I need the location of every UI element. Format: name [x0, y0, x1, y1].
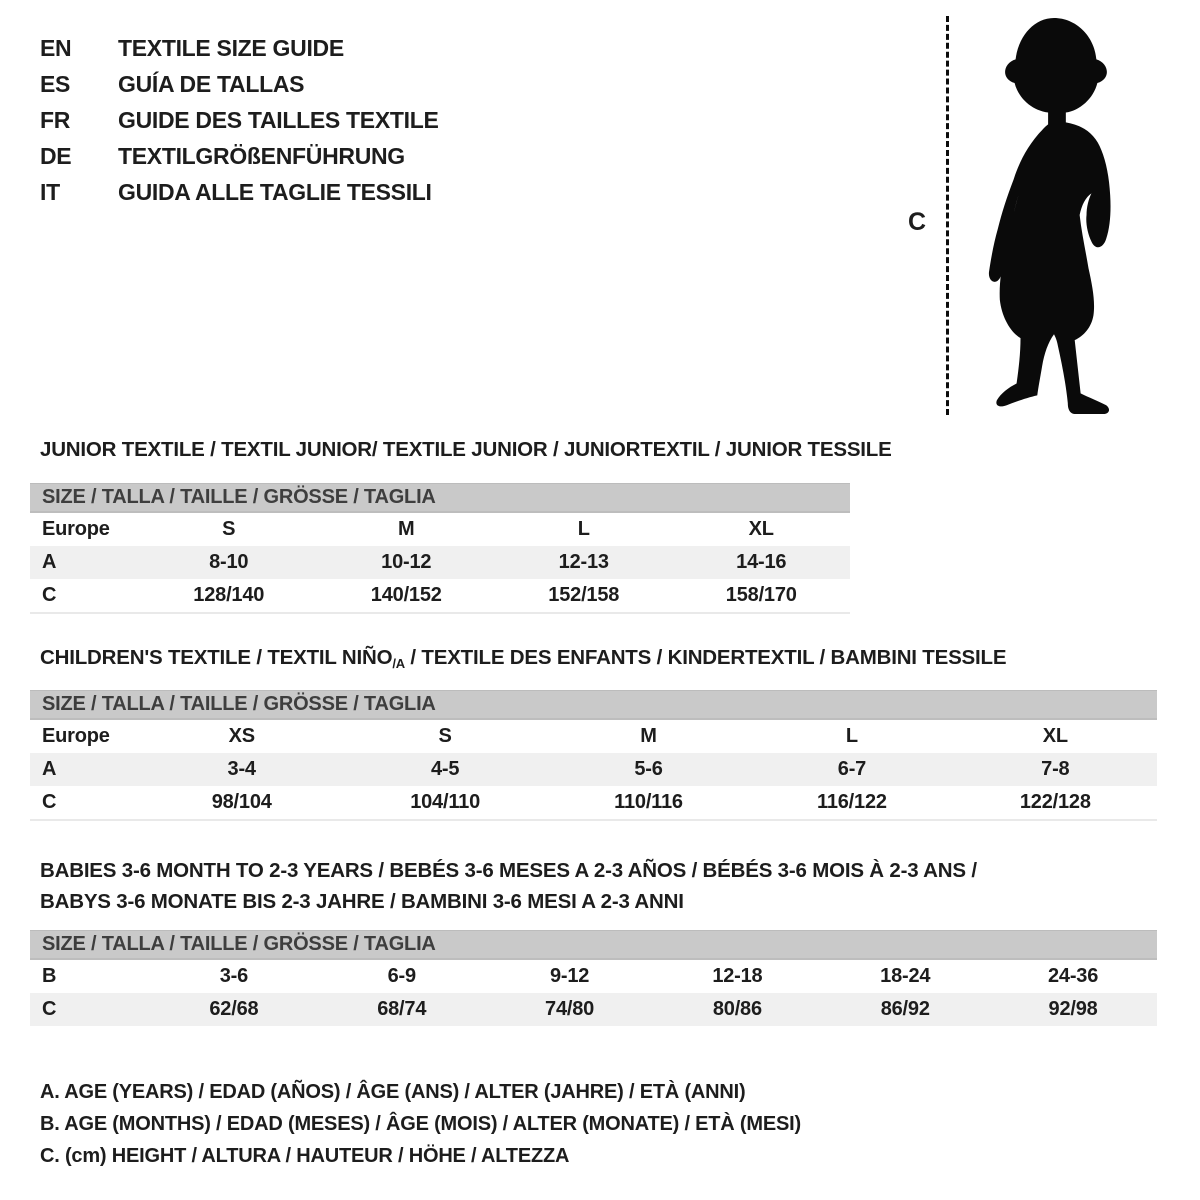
table-row-height-cm [30, 993, 1157, 1026]
age-cell: 14-16 [736, 551, 787, 573]
language-title: TEXTILGRÖßENFÜHRUNG [118, 142, 405, 169]
table-row-europe [30, 720, 1157, 753]
row-label: Europe [42, 725, 110, 747]
language-title: TEXTILE SIZE GUIDE [118, 34, 344, 61]
age-cell: 3-4 [227, 758, 256, 780]
age-cell: 18-24 [880, 965, 931, 987]
age-cell: 9-12 [549, 965, 590, 987]
language-row-fr [40, 102, 439, 138]
size-cell: M [640, 725, 657, 747]
size-cell: L [577, 518, 590, 540]
language-code: DE [40, 142, 72, 169]
language-row-de [40, 138, 439, 174]
table-row-height-cm [30, 786, 1157, 819]
size-cell: S [438, 725, 452, 747]
children-title-pre: CHILDREN'S TEXTILE / TEXTIL NIÑO [40, 646, 393, 669]
children-size-table [30, 690, 1157, 821]
height-cell: 74/80 [545, 998, 595, 1020]
height-cell: 110/116 [614, 791, 683, 813]
height-cell: 98/104 [211, 791, 272, 813]
age-cell: 6-9 [387, 965, 416, 987]
age-cell: 10-12 [381, 551, 432, 573]
row-label: A [42, 758, 57, 780]
size-cell: L [845, 725, 858, 747]
height-cell: 80/86 [712, 998, 762, 1020]
table-row-age-years [30, 546, 850, 579]
height-measure-dashed-line [946, 16, 949, 415]
language-code: FR [40, 106, 71, 133]
size-cell: M [398, 518, 415, 540]
height-cell: 86/92 [880, 998, 930, 1020]
age-cell: 12-18 [712, 965, 763, 987]
size-cell: S [222, 518, 236, 540]
size-cell: XL [748, 518, 774, 540]
language-code: EN [40, 34, 72, 61]
height-cell: 128/140 [193, 584, 265, 606]
table-row-age-years [30, 753, 1157, 786]
row-label: C [42, 584, 57, 606]
height-cell: 68/74 [377, 998, 427, 1020]
junior-size-header-bar: SIZE / TALLA / TAILLE / GRÖSSE / TAGLIA [30, 483, 850, 513]
height-cell: 122/128 [1019, 791, 1091, 813]
row-label: B [42, 965, 57, 987]
height-cell: 104/110 [410, 791, 480, 813]
height-cell: 140/152 [370, 584, 442, 606]
size-cell: XS [228, 725, 255, 747]
age-cell: 3-6 [219, 965, 249, 987]
language-row-en [40, 30, 439, 66]
junior-size-table [30, 483, 850, 614]
babies-size-header-bar: SIZE / TALLA / TAILLE / GRÖSSE / TAGLIA [30, 930, 1157, 960]
legend-age-months: B. AGE (MONTHS) / EDAD (MESES) / ÂGE (MOIS) / ALTER (MONATE) / ETÀ (MESI) [40, 1112, 801, 1135]
table-row-height-cm [30, 579, 850, 612]
age-cell: 5-6 [634, 758, 663, 780]
language-row-es [40, 66, 439, 102]
babies-size-table [30, 930, 1157, 1026]
age-cell: 24-36 [1047, 965, 1099, 987]
language-code: ES [40, 70, 71, 97]
legend-height-cm: C. (cm) HEIGHT / ALTURA / HAUTEUR / HÖHE / ALTEZZA [40, 1144, 570, 1167]
age-cell: 4-5 [430, 758, 460, 780]
row-label: Europe [42, 518, 110, 540]
language-title: GUÍA DE TALLAS [118, 70, 305, 97]
height-cell: 62/68 [209, 998, 259, 1020]
legend-age-years: A. AGE (YEARS) / EDAD (AÑOS) / ÂGE (ANS) / ALTER (JAHRE) / ETÀ (ANNI) [40, 1080, 746, 1103]
children-title-subscript: /A [392, 656, 405, 671]
children-section-title [40, 646, 1006, 671]
height-cell: 152/158 [548, 584, 620, 606]
age-cell: 12-13 [558, 551, 609, 573]
language-list [40, 30, 439, 210]
age-cell: 7-8 [1041, 758, 1070, 780]
language-title: GUIDA ALLE TAGLIE TESSILI [118, 178, 432, 205]
row-label: A [42, 551, 57, 573]
size-cell: XL [1042, 725, 1068, 747]
babies-title-line1: BABIES 3-6 MONTH TO 2-3 YEARS / BEBÉS 3-6 MESES A 2-3 AÑOS / BÉBÉS 3-6 MOIS À 2-3 ANS / [40, 859, 977, 882]
row-label: C [42, 791, 57, 813]
height-measure-label: C [908, 208, 927, 236]
height-cell: 116/122 [817, 791, 887, 813]
table-row-age-months [30, 960, 1157, 993]
height-cell: 158/170 [725, 584, 797, 606]
language-code: IT [40, 178, 60, 205]
language-title: GUIDE DES TAILLES TEXTILE [118, 106, 439, 133]
children-size-header-bar: SIZE / TALLA / TAILLE / GRÖSSE / TAGLIA [30, 690, 1157, 720]
language-row-it [40, 174, 439, 210]
legend [40, 1076, 801, 1172]
height-cell: 92/98 [1048, 998, 1098, 1020]
row-label: C [42, 998, 57, 1020]
age-cell: 8-10 [209, 551, 249, 573]
baby-silhouette-icon [970, 14, 1140, 418]
junior-section-title: JUNIOR TEXTILE / TEXTIL JUNIOR/ TEXTILE JUNIOR / JUNIORTEXTIL / JUNIOR TESSILE [40, 438, 892, 461]
age-cell: 6-7 [837, 758, 867, 780]
table-row-europe [30, 513, 850, 546]
children-title-post: / TEXTILE DES ENFANTS / KINDERTEXTIL / BAMBINI TESSILE [404, 646, 1007, 669]
babies-title-line2: BABYS 3-6 MONATE BIS 2-3 JAHRE / BAMBINI 3-6 MESI A 2-3 ANNI [40, 890, 684, 913]
babies-section-title [40, 855, 977, 917]
